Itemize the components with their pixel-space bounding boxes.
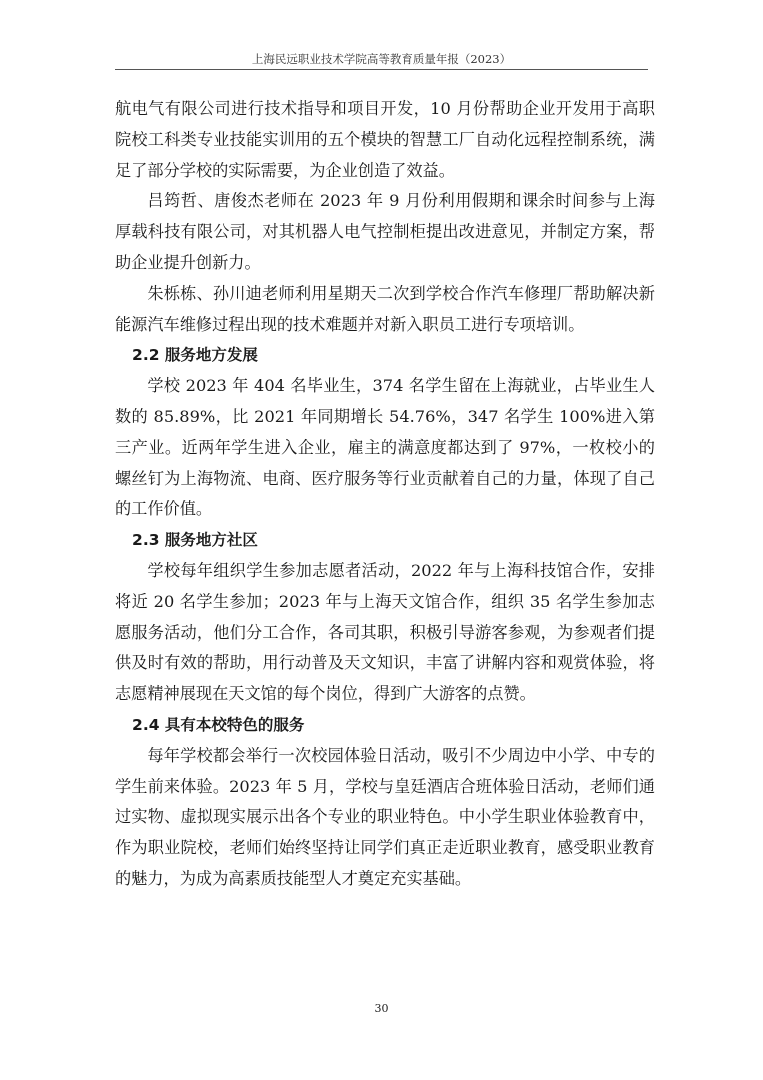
running-header: 上海民远职业技术学院高等教育质量年报（2023） xyxy=(251,52,512,66)
page-body xyxy=(115,94,655,895)
paragraph-graduates: 学校 2023 年 404 名毕业生，374 名学生留在上海就业，占毕业生人数的 85.89%，比 2021 年同期增长 54.76%，347 名学生 100%进入第三产业。近两年学生进入企业，雇主的满意度都达到了 97%，一枚校小的螺丝钉为上海物流、电商、医疗服务等行业贡献着自己的力量，体现了自己的工作价值。 xyxy=(115,376,655,519)
page-number: 30 xyxy=(374,1002,389,1015)
paragraph-continuation: 航电气有限公司进行技术指导和项目开发，10 月份帮助企业开发用于高职院校工科类专业技能实训用的五个模块的智慧工厂自动化远程控制系统，满足了部分学校的实际需要，为企业创造了效益。 xyxy=(115,99,655,180)
section-heading-2-3: 2.3 服务地方社区 xyxy=(132,531,258,550)
header-divider xyxy=(115,69,648,70)
section-heading-2-2: 2.2 服务地方发展 xyxy=(132,346,258,365)
paragraph-volunteers: 学校每年组织学生参加志愿者活动，2022 年与上海科技馆合作，安排将近 20 名学生参加；2023 年与上海天文馆合作，组织 35 名学生参加志愿服务活动，他们分工合作，各司其职，积极引导游客参观，为参观者们提供及时有效的帮助，用行动普及天文知识，丰富了讲解内容和观赏体验，将志愿精神展现在天文馆的每个岗位，得到广大游客的点赞。 xyxy=(115,560,655,704)
paragraph-open-day: 每年学校都会举行一次校园体验日活动，吸引不少周边中小学、中专的学生前来体验。2023 年 5 月，学校与皇廷酒店合班体验日活动，老师们通过实物、虚拟现实展示出各个专业的职业特色。中小学生职业体验教育中，作为职业院校，老师们始终坚持让同学们真正走近职业教育，感受职业教育的魅力，为成为高素质技能型人才奠定充实基础。 xyxy=(115,745,655,888)
section-heading-2-4: 2.4 具有本校特色的服务 xyxy=(132,715,305,734)
paragraph-zhu-sun: 朱栎栋、孙川迪老师利用星期天二次到学校合作汽车修理厂帮助解决新能源汽车维修过程出现的技术难题并对新入职员工进行专项培训。 xyxy=(115,283,655,334)
paragraph-lv-tang: 吕筠哲、唐俊杰老师在 2023 年 9 月份利用假期和课余时间参与上海厚载科技有限公司，对其机器人电气控制柜提出改进意见，并制定方案，帮助企业提升创新力。 xyxy=(115,191,655,272)
